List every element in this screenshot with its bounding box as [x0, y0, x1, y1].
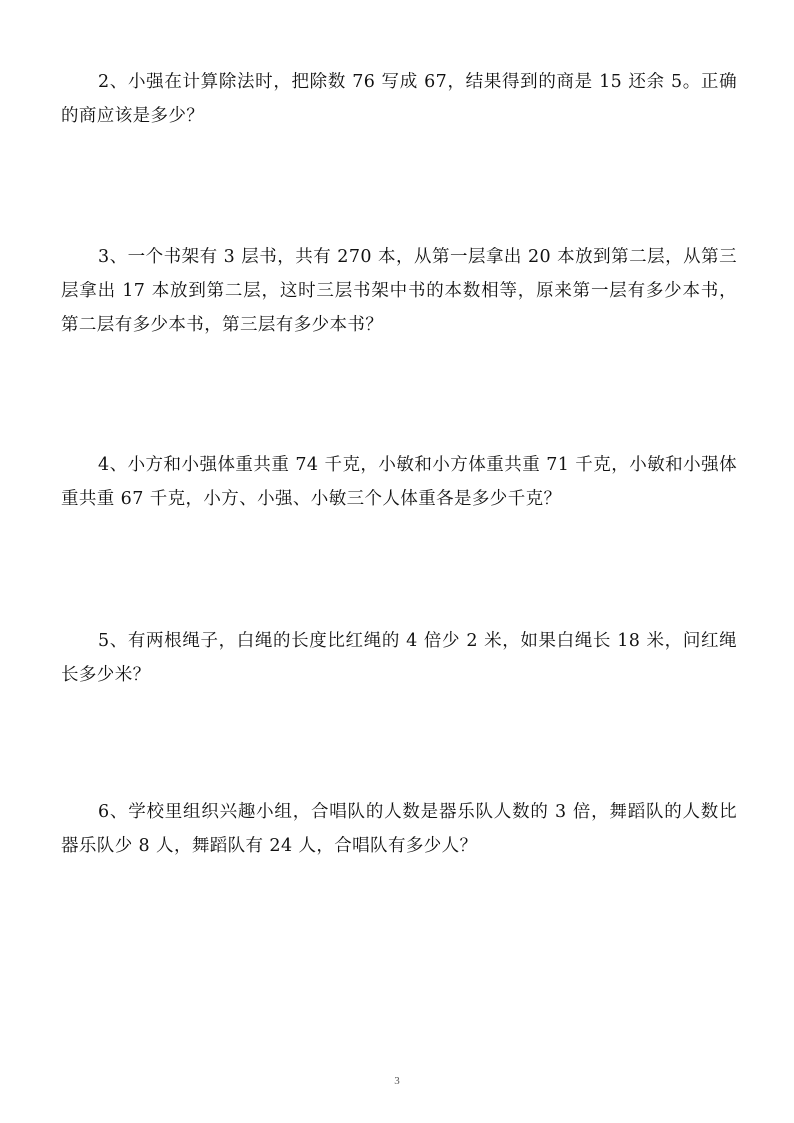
page-number: 3	[394, 1075, 400, 1087]
problem-3-text: 3、一个书架有 3 层书，共有 270 本，从第一层拿出 20 本放到第二层，从第三层拿出 17 本放到第二层，这时三层书架中书的本数相等，原来第一层有多少本书，第二层有多少本书，第三层有多少本书？	[61, 247, 737, 335]
problem-6-text: 6、学校里组织兴趣小组，合唱队的人数是器乐队人数的 3 倍，舞蹈队的人数比器乐队少 8 人，舞蹈队有 24 人，合唱队有多少人？	[61, 802, 737, 856]
problem-4-text: 4、小方和小强体重共重 74 千克，小敏和小方体重共重 71 千克，小敏和小强体重共重 67 千克，小方、小强、小敏三个人体重各是多少千克？	[61, 455, 737, 509]
problem-5-text: 5、有两根绳子，白绳的长度比红绳的 4 倍少 2 米，如果白绳长 18 米，问红绳长多少米？	[61, 631, 737, 685]
problem-2-text: 2、小强在计算除法时，把除数 76 写成 67，结果得到的商是 15 还余 5。正确的商应该是多少？	[61, 72, 737, 126]
